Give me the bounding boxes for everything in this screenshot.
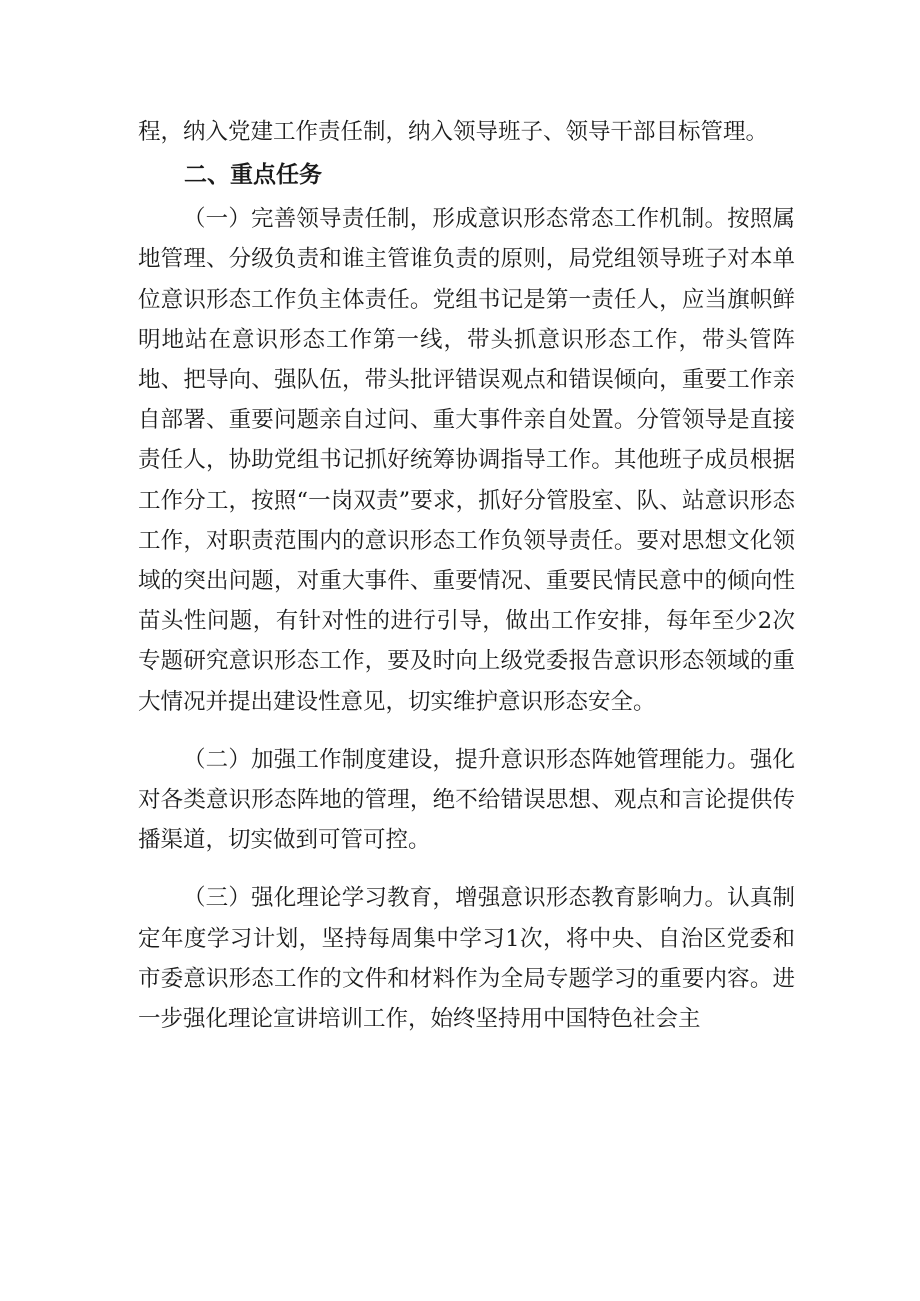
- paragraph-continued: 程，纳入党建工作责任制，纳入领导班子、领导干部目标管理。: [138, 119, 769, 145]
- paragraph-task-2: （二）加强工作制度建设，提升意识形态阵她管理能力。强化对各类意识形态阵地的管理，绝不给错误思想、观点和言论提供传播渠道，切实做到可管可控。: [138, 746, 795, 854]
- paragraph-task-3: （三）强化理论学习教育，增强意识形态教育影响力。认真制定年度学习计划，坚持每周集中学习1次，将中央、自治区党委和市委意识形态工作的文件和材料作为全局专题学习的重要内容。进一步强化理论宣讲培训工作，始终坚持用中国特色社会主: [138, 885, 795, 1033]
- section-heading: 二、重点任务: [184, 162, 322, 189]
- paragraph-task-1: （一）完善领导责任制，形成意识形态常态工作机制。按照属地管理、分级负责和谁主管谁负责的原则，局党组领导班子对本单位意识形态工作负主体责任。党组书记是第一责任人，应当旗帜鲜明地站在意识形态工作第一线，带头抓意识形态工作，带头管阵地、把导向、强队伍，带头批评错误观点和错误倾向，重要工作亲自部署、重要问题亲自过问、重大事件亲自处置。分管领导是直接责任人，协助党组书记抓好统筹协调指导工作。其他班子成员根据工作分工，按照“一岗双责”要求，抓好分管股室、队、站意识形态工作，对职责范围内的意识形态工作负领导责任。要对思想文化领域的突出问题，对重大事件、重要情况、重要民情民意中的倾向性苗头性问题，有针对性的进行引导，做出工作安排，每年至少2次专题研究意识形态工作，要及时向上级党委报告意识形态领域的重大情况并提出建设性意见，切实维护意识形态安全。: [138, 206, 795, 715]
- document-page: [138, 112, 795, 1039]
